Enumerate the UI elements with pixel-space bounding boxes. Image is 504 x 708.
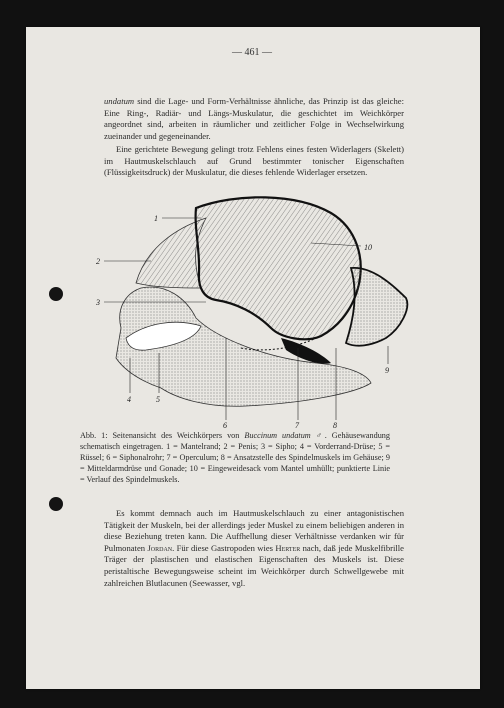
visceral-mass-shape: [196, 197, 361, 339]
figure-caption: [80, 430, 390, 485]
page-number: — 461 —: [232, 47, 272, 58]
caption-sex: ♂.: [310, 431, 327, 440]
paragraph-text: nach, daß jede Muskelfibrille Träger der plastischen und elastischen Eigenschaften des Muskels ist. Diese peristaltische Bewegungsweise scheint im Weichkörper durch Schwellgewebe mit zahlreichen Blutlacunen (Seewasser, vgl.: [104, 542, 404, 588]
caption-prefix: Abb. 1: Seitenansicht des Weichkörpers von: [80, 431, 245, 440]
punch-hole: [49, 497, 63, 511]
label-9: 9: [385, 366, 389, 375]
punch-hole: [49, 287, 63, 301]
label-3: 3: [96, 298, 100, 307]
paragraph-2: [104, 144, 404, 179]
label-5: 5: [156, 395, 160, 404]
label-8: 8: [333, 421, 337, 430]
snail-figure: [66, 188, 396, 430]
caption-text: Gehäusewandung schematisch eingetragen. 1 = Mantelrand; 2 = Penis; 3 = Sipho; 4 = Vorderrand-Drüse; 5 = Rüssel; 6 = Siphonalrohr; 7 = Operculum; 8 = Ansatzstelle des Spindelmuskels im Gehäuse; 9 = Mitteldarmdrüse und Gonade; 10 = Eingeweidesack vom Mantel umhüllt; punktierte Linie = Verlauf des Spindelmuskels.: [80, 431, 390, 484]
paragraph-3: [104, 508, 404, 589]
paragraph-text: . Für diese Gastropoden wies: [172, 542, 276, 553]
caption-species: Buccinum undatum: [244, 431, 311, 440]
author-name: Herter: [275, 542, 301, 553]
label-10: 10: [364, 243, 372, 252]
paragraph-text: Eine gerichtete Bewegung gelingt trotz Fehlens eines festen Widerlagers (Skelett) im Hautmuskelschlauch auf Grund bestimmter tonischer Eigenschaften (Flüssigkeitsdruck) der Muskulatur, die dieses fehlende Widerlager ersetzen.: [104, 144, 404, 178]
species-name: undatum: [104, 96, 135, 106]
paragraph-text: Es kommt demnach auch im Hautmuskelschlauch zu einer antagonistischen Tätigkeit der Muskeln, bei der allerdings jeder Muskel zu einem beliebigen anderen in diese Beziehung treten kann. Die Auffhellung dieser Verhältnisse verdanken wir für Pulmonaten: [104, 508, 404, 553]
label-1: 1: [154, 214, 158, 223]
paragraph-text: sind die Lage- und Form-Verhältnisse ähnliche, das Prinzip ist das gleiche: Eine Ring-, Radiär- und Längs-Muskulatur, die geschichtet im Weichkörper angeordnet sind, arbeiten in räumlicher und zeitlicher Folge in Wechselwirkung zueinander und gegeneinander.: [104, 96, 404, 141]
label-7: 7: [295, 421, 299, 430]
paragraph-1: [104, 96, 404, 142]
label-2: 2: [96, 257, 100, 266]
author-name: Jordan: [147, 542, 173, 553]
label-6: 6: [223, 421, 227, 430]
label-4: 4: [127, 395, 131, 404]
